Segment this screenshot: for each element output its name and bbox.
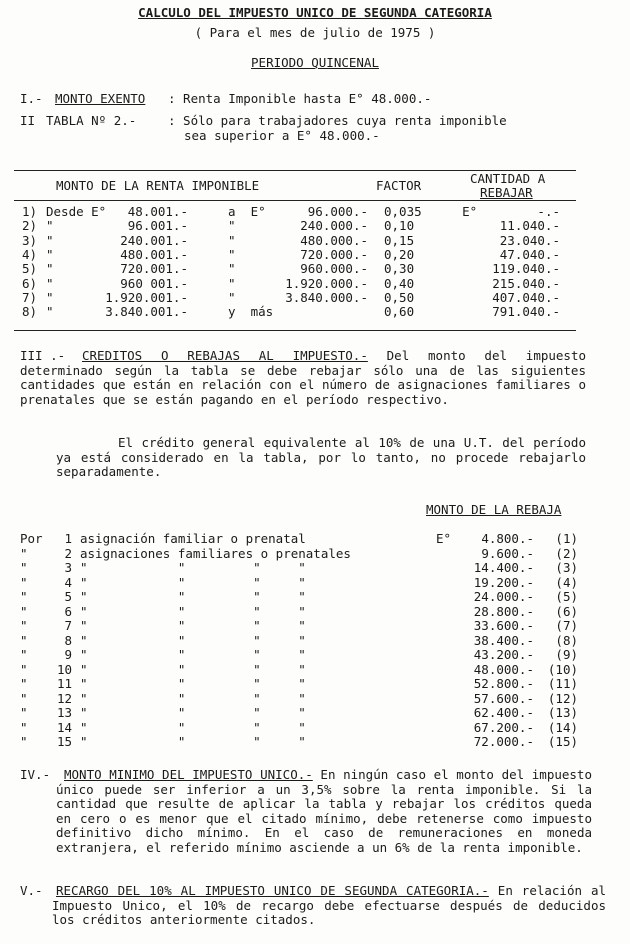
section-1-label: MONTO EXENTO [55,91,146,106]
section-5-title: RECARGO DEL 10% AL IMPUESTO UNICO DE SEGUNDA CATEGORIA.- [56,883,489,898]
section-5-text: En relación al Impuesto Unico, el 10% de recargo debe efectuarse después de deducidos los créditos anteriormente citados. [52,883,607,927]
rebaja-row-description: " " " " [80,560,306,575]
table-row-prefix: " [46,246,54,262]
table-row-factor: 0,40 [384,275,415,291]
rebaja-row-reference: (15) [547,734,578,749]
rebaja-row-description: " " " " [80,603,306,619]
rebaja-row-description: " " " " [80,734,306,749]
rebaja-row-reference: (4) [555,574,578,590]
rebaja-row-reference: (1) [555,531,578,546]
rebaja-row-amount: 9.600.- [481,545,534,561]
section-4-paragraph [56,768,592,855]
rebaja-row-amount: 72.000.- [473,734,534,749]
table-header-cantidad-2: REBAJAR [480,185,533,200]
table-row-rebajar: 791.040.- [492,304,560,320]
rebaja-row-reference: (13) [547,705,578,720]
rebaja-row-count: 10 [56,661,72,677]
rebaja-row-description: " " " " [80,589,306,604]
rebaja-row-count: 6 [64,603,72,619]
section-3-text: Del monto del impuesto determinado según la tabla se debe rebajar sólo una de las siguientes cantidades que están en relación con el número de asignaciones familiares o prenatales que se están pagando en el período respectivo. [20,348,586,407]
table-row-prefix: " [46,218,54,234]
rebaja-row-description: " " " " [80,690,306,706]
rebaja-row-por: " [20,734,28,749]
rebaja-row-reference: (12) [547,690,578,706]
rebaja-row-description: " " " " [80,632,306,648]
table-row-factor: 0,10 [384,218,415,234]
table-row-rebajar: 215.040.- [492,275,560,291]
rebaja-row-reference: (10) [547,661,578,677]
rebaja-row-amount: 67.200.- [473,719,534,735]
table-row-prefix: " [46,275,54,291]
rebaja-row-por: " [20,661,28,677]
table-row-from: 240.001.- [120,232,188,248]
rebaja-row-count: 14 [56,719,72,735]
table-row-number: 2) [22,218,38,234]
rebaja-row-amount: 38.400.- [473,632,534,648]
rebaja-row-por: " [20,618,28,633]
rebaja-row-amount: 62.400.- [473,705,534,720]
rebaja-row-count: 5 [64,589,72,604]
table-row-factor: 0,60 [384,304,415,320]
table-row-to: 720.000.- [300,246,368,262]
rebaja-column-header: MONTO DE LA REBAJA [426,502,562,517]
table-row-number: 1) [22,204,38,219]
table-row-rebajar: E° -.- [462,204,560,219]
table-row-rebajar: 47.040.- [499,246,560,262]
rebaja-row-description: asignación familiar o prenatal [80,531,306,546]
table-row-separator: " [228,261,236,277]
rebaja-row-por: " [20,545,28,561]
rebaja-row-amount: 19.200.- [473,574,534,590]
table-row-from: 480.001.- [120,246,188,262]
rebaja-row-description: " " " " [80,574,306,590]
table-row-from: 48.001.- [127,204,188,219]
table-row-prefix: " [46,261,54,277]
rebaja-row-por: " [20,719,28,735]
table-row-number: 5) [22,261,38,277]
rebaja-row-por: " [20,705,28,720]
section-4-number: IV.- [20,767,51,782]
table-header-rule [14,200,576,201]
rebaja-row-reference: (9) [555,647,578,662]
period-label: PERIODO QUINCENAL [251,55,379,70]
rebaja-row-currency: E° [436,531,452,546]
section-5-number: V.- [20,883,43,898]
section-4-text: En ningún caso el monto del impuesto único puede ser inferior a un 3,5% sobre la renta imponible. Si la cantidad que resulte de aplicar la tabla y rebajar los créditos queda en cero o es menor que el citado mínimo, debe retenerse como impuesto definitivo dicho mínimo. En el caso de remuneraciones en moneda extranjera, el referido mínimo asciende a un 6% de la renta imponible. [56,767,592,855]
section-4-title: MONTO MINIMO DEL IMPUESTO UNICO.- [64,767,313,782]
section-5-paragraph [52,884,606,928]
table-row-separator: " [228,218,236,234]
rebaja-row-reference: (11) [547,676,578,691]
table-row-number: 6) [22,275,38,291]
table-bottom-rule [14,330,576,331]
rebaja-row-count: 7 [64,618,72,633]
rebaja-row-count: 3 [64,560,72,575]
table-row-rebajar: 11.040.- [499,218,560,234]
rebaja-row-reference: (5) [555,589,578,604]
rebaja-row-por: Por [20,531,43,546]
rebaja-row-description: " " " " [80,705,306,720]
rebaja-row-description: " " " " [80,661,306,677]
table-row-rebajar: 23.040.- [499,232,560,248]
rebaja-row-description: " " " " [80,719,306,735]
section-2-number: II [20,113,36,128]
rebaja-row-por: " [20,574,28,590]
rebaja-row-count: 12 [56,690,72,706]
section-3-title: CREDITOS O REBAJAS AL IMPUESTO.- [82,348,368,363]
table-row-separator: a E° [228,204,266,219]
section-3-number: III .- [20,348,66,363]
rebaja-row-amount: 48.000.- [473,661,534,677]
table-row-prefix: " [46,232,54,248]
table-row-rebajar: 407.040.- [492,289,560,305]
rebaja-row-count: 8 [64,632,72,648]
rebaja-row-por: " [20,690,28,706]
table-row-from: 1.920.001.- [105,289,188,305]
rebaja-row-amount: 52.800.- [473,676,534,691]
rebaja-row-por: " [20,560,28,575]
table-header-cantidad-1: CANTIDAD A [470,171,546,186]
rebaja-row-count: 2 [64,545,72,561]
table-row-to: 240.000.- [300,218,368,234]
table-row-to: 3.840.000.- [285,289,368,305]
rebaja-row-count: 1 [64,531,72,546]
section-3-paragraph-2: El crédito general equivalente al 10% de una U.T. del período ya está considerado en la tabla, por lo tanto, no procede rebajarlo separadamente. [56,435,586,479]
rebaja-row-reference: (14) [547,719,578,735]
rebaja-row-amount: 57.600.- [473,690,534,706]
table-row-number: 4) [22,246,38,262]
rebaja-row-por: " [20,589,28,604]
section-2-label: TABLA Nº 2.- [46,113,137,128]
rebaja-row-amount: 43.200.- [473,647,534,662]
table-row-to: 1.920.000.- [285,275,368,291]
table-row-factor: 0,30 [384,261,415,277]
table-header-factor: FACTOR [376,178,422,193]
table-row-separator: " [228,275,236,291]
section-2-text-line2: sea superior a E° 48.000.- [184,128,380,143]
rebaja-row-por: " [20,632,28,648]
rebaja-row-description: " " " " [80,647,306,662]
rebaja-row-amount: 33.600.- [473,618,534,633]
table-row-factor: 0,15 [384,232,415,248]
table-row-to: 960.000.- [300,261,368,277]
rebaja-row-amount: 4.800.- [481,531,534,546]
rebaja-row-reference: (3) [555,560,578,575]
rebaja-row-reference: (6) [555,603,578,619]
table-row-prefix: Desde E° [46,204,107,219]
document-title: CALCULO DEL IMPUESTO UNICO DE SEGUNDA CATEGORIA [138,5,492,20]
rebaja-row-count: 13 [56,705,72,720]
table-row-number: 7) [22,289,38,305]
rebaja-row-count: 9 [64,647,72,662]
rebaja-row-reference: (2) [555,545,578,561]
table-row-from: 3.840.001.- [105,304,188,320]
rebaja-row-amount: 24.000.- [473,589,534,604]
table-row-separator: y más [228,304,274,320]
table-row-rebajar: 119.040.- [492,261,560,277]
document-subtitle: ( Para el mes de julio de 1975 ) [194,25,436,40]
table-row-factor: 0,50 [384,289,415,305]
rebaja-row-description: asignaciones familiares o prenatales [80,545,351,561]
table-row-prefix: " [46,289,54,305]
rebaja-row-amount: 14.400.- [473,560,534,575]
rebaja-row-por: " [20,676,28,691]
table-row-to: 480.000.- [300,232,368,248]
rebaja-row-description: " " " " [80,618,306,633]
table-row-separator: " [228,246,236,262]
table-row-from: 96.001.- [127,218,188,234]
table-row-prefix: " [46,304,54,320]
table-row-factor: 0,035 [384,204,422,219]
rebaja-row-count: 11 [56,676,72,691]
table-row-factor: 0,20 [384,246,415,262]
table-row-number: 3) [22,232,38,248]
rebaja-row-por: " [20,647,28,662]
table-row-from: 720.001.- [120,261,188,277]
section-3-paragraph-1 [20,349,586,407]
section-1-number: I.- [20,91,43,106]
table-row-from: 960 001.- [120,275,188,291]
rebaja-row-reference: (8) [555,632,578,648]
section-2-text-line1: : Sólo para trabajadores cuya renta imponible [168,113,507,128]
table-row-number: 8) [22,304,38,320]
table-header-monto: MONTO DE LA RENTA IMPONIBLE [56,178,260,193]
section-1-text: : Renta Imponible hasta E° 48.000.- [168,91,432,106]
table-row-separator: " [228,289,236,305]
rebaja-row-por: " [20,603,28,619]
rebaja-row-count: 15 [56,734,72,749]
table-row-to: 96.000.- [307,204,368,219]
rebaja-row-amount: 28.800.- [473,603,534,619]
rebaja-row-count: 4 [64,574,72,590]
rebaja-row-description: " " " " [80,676,306,691]
rebaja-row-reference: (7) [555,618,578,633]
table-row-separator: " [228,232,236,248]
